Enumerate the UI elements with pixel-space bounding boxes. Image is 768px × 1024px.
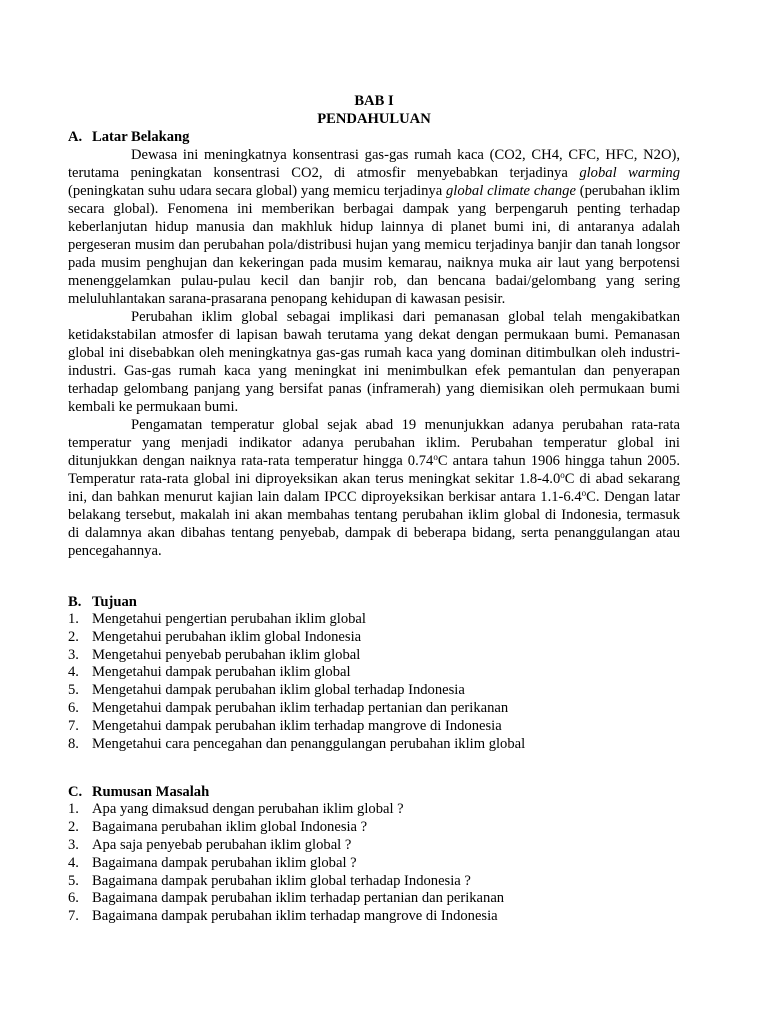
term-global-climate-change: global climate change (445, 183, 576, 199)
section-b-title: Tujuan (92, 594, 137, 610)
paragraph-3 (68, 416, 680, 560)
section-a-letter: A. (68, 129, 83, 145)
list-item-number: 3. (68, 646, 79, 663)
list-item (68, 837, 680, 855)
paragraph-3-text-2: C antara tahun 1906 hingga tahun 2005. Temperatur rata-rata global ini diproyeksikan akan terus meningkat sekitar 1.8-4.0 (68, 453, 680, 487)
list-item-text: Mengetahui cara pencegahan dan penanggulangan perubahan iklim global (92, 735, 526, 752)
list-item (68, 819, 680, 837)
list-item-text: Mengetahui dampak perubahan iklim global terhadap Indonesia (92, 682, 465, 699)
list-item-text: Mengetahui dampak perubahan iklim global (92, 664, 351, 681)
chapter-title: PENDAHULUAN (317, 111, 431, 127)
list-item-number: 2. (68, 628, 79, 645)
list-item-number: 5. (68, 682, 79, 699)
list-item (68, 718, 680, 736)
list-item-number: 7. (68, 717, 79, 734)
list-item (68, 682, 680, 700)
degree-symbol: o (581, 488, 587, 498)
list-item-text: Mengetahui dampak perubahan iklim terhadap pertanian dan perikanan (92, 699, 509, 716)
list-item-number: 5. (68, 872, 79, 889)
list-item-text: Apa saja penyebab perubahan iklim global ? (92, 836, 352, 853)
section-c-heading (68, 783, 680, 801)
document-page (68, 92, 680, 926)
list-item (68, 664, 680, 682)
chapter-number: BAB I (354, 93, 394, 109)
section-b-heading (68, 593, 680, 611)
section-c-title: Rumusan Masalah (92, 784, 210, 801)
paragraph-1-text-2: (peningkatan suhu udara secara global) yang memicu terjadinya (68, 183, 446, 199)
list-item (68, 873, 680, 891)
list-item-text: Bagaimana dampak perubahan iklim global terhadap Indonesia ? (92, 872, 471, 889)
problem-statement-list (68, 801, 680, 926)
list-item-number: 7. (68, 908, 79, 925)
degree-symbol: o (433, 452, 438, 462)
list-item-text: Mengetahui penyebab perubahan iklim global (92, 646, 361, 663)
list-item-number: 1. (68, 801, 79, 818)
list-item-text: Mengetahui dampak perubahan iklim terhadap mangrove di Indonesia (92, 717, 502, 734)
list-item-text: Bagaimana dampak perubahan iklim terhadap mangrove di Indonesia (92, 908, 498, 925)
list-item-number: 4. (68, 664, 79, 681)
list-item-text: Mengetahui perubahan iklim global Indonesia (92, 628, 362, 645)
list-item-text: Bagaimana perubahan iklim global Indonesia ? (92, 819, 368, 836)
list-item-number: 3. (68, 836, 79, 853)
paragraph-1-text-3: (perubahan iklim secara global). Fenomena ini memberikan berbagai dampak yang berpengaruh penting terhadap keberlanjutan hidup manusia dan makhluk hidup lainnya di planet bumi ini, di antaranya adalah pergeseran musim dan perubahan pola/distribusi hujan yang memicu terjadinya banjir dan tanah longsor pada musim penghujan dan kekeringan pada musim kemarau, naiknya muka air laut yang berpotensi menenggelamkan pulau-pulau kecil dan banjir rob, dan bencana badai/gelombang yang sering meluluhlantakan sarana-prasarana penopang kehidupan di kawasan pesisir. (68, 183, 680, 307)
degree-symbol: o (560, 470, 565, 480)
list-item-text: Mengetahui pengertian perubahan iklim global (92, 611, 366, 627)
list-item-number: 2. (68, 819, 79, 836)
list-item-text: Apa yang dimaksud dengan perubahan iklim global ? (92, 801, 404, 818)
paragraph-3-text-3: C di abad sekarang ini, dan bahkan menurut kajian lain dalam IPCC diproyeksikan berkisar antara 1.1-6.4 (68, 471, 680, 505)
list-item-number: 1. (68, 611, 79, 627)
section-b-letter: B. (68, 594, 82, 610)
list-item (68, 629, 680, 647)
paragraph-2: Perubahan iklim global sebagai implikasi dari pemanasan global telah mengakibatkan ketidakstabilan atmosfer di lapisan bawah terutama yang dekat dengan permukaan bumi. Pemanasan global ini disebabkan oleh meningkatnya gas-gas rumah kaca yang dominan ditimbulkan oleh industri-industri. Gas-gas rumah kaca yang meningkat ini menimbulkan efek pemantulan dan penyerapan terhadap gelombang panjang yang bersifat panas (inframerah) yang diemisikan oleh permukaan bumi kembali ke permukaan bumi. (68, 309, 680, 415)
list-item-number: 6. (68, 890, 79, 907)
paragraph-3-text-4: C. Dengan latar belakang tersebut, makalah ini akan membahas tentang perubahan iklim global di Indonesia, termasuk di dalamnya akan dibahas tentang penyebab, dampak di beberapa bidang, serta penanggulangan atau pencegahannya. (68, 489, 680, 559)
list-item (68, 801, 680, 819)
list-item (68, 611, 680, 629)
list-item (68, 890, 680, 908)
list-item (68, 647, 680, 665)
paragraph-1 (68, 146, 680, 308)
list-item (68, 908, 680, 926)
list-item (68, 736, 680, 754)
term-global-warming: global warming (579, 165, 681, 181)
section-c-letter: C. (68, 784, 83, 801)
section-a-heading (68, 128, 680, 146)
list-item-text: Bagaimana dampak perubahan iklim global ? (92, 854, 357, 871)
list-item-number: 6. (68, 699, 79, 716)
paragraph-1-text-1: Dewasa ini meningkatnya konsentrasi gas-gas rumah kaca (CO2, CH4, CFC, HFC, N2O), terutama peningkatan konsentrasi CO2, di atmosfir menyebabkan terjadinya (68, 147, 680, 181)
list-item-number: 4. (68, 854, 79, 871)
paragraph-3-text-1: Pengamatan temperatur global sejak abad 19 menunjukkan adanya perubahan rata-rata temperatur yang menjadi indikator adanya perubahan iklim. Perubahan temperatur global ini ditunjukkan dengan naiknya rata-rata temperatur hingga 0.74 (68, 417, 680, 469)
list-item-text: Bagaimana dampak perubahan iklim terhadap pertanian dan perikanan (92, 890, 505, 907)
objectives-list (68, 611, 680, 753)
list-item (68, 855, 680, 873)
list-item (68, 700, 680, 718)
list-item-number: 8. (68, 735, 79, 752)
section-a-title: Latar Belakang (92, 129, 190, 145)
